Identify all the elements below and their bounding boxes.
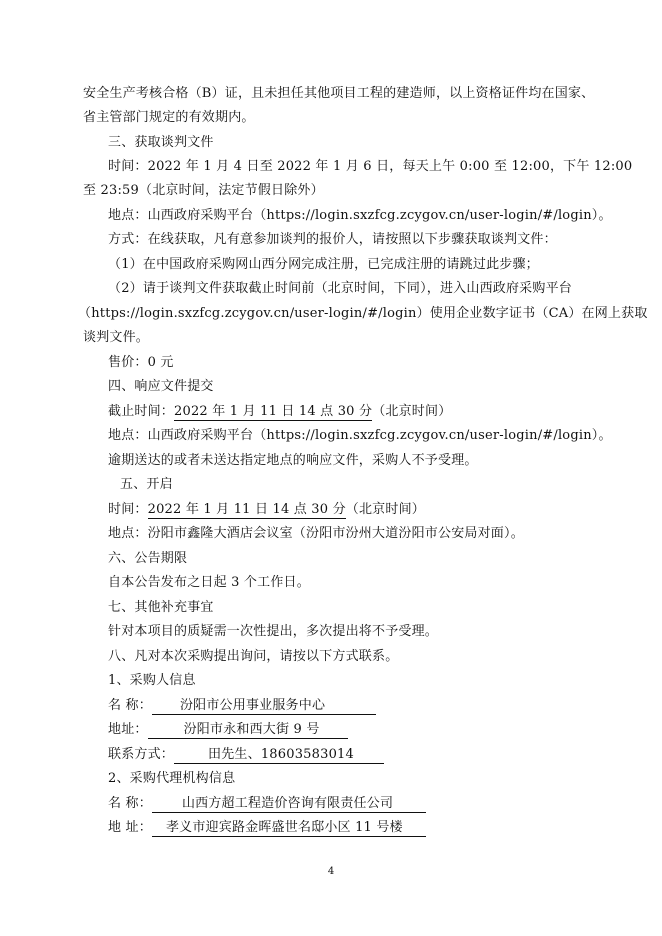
agency-address-value: 孝义市迎宾路金晖盛世名邸小区 11 号楼 (152, 820, 426, 837)
opening-time-label: 时间： (108, 502, 148, 517)
purchaser-name-line (108, 697, 376, 715)
section-heading: 六、公告期限 (108, 551, 188, 566)
deadline-label: 截止时间： (108, 404, 175, 419)
agency-address-label: 地 址： (108, 820, 152, 835)
purchaser-address-label: 地址： (108, 722, 148, 737)
purchaser-address-line (108, 721, 348, 739)
paragraph-line: 方式：在线获取，凡有意参加谈判的报价人，请按照以下步骤获取谈判文件： (108, 232, 557, 247)
opening-time-line (108, 501, 425, 519)
section-heading: 三、获取谈判文件 (108, 135, 214, 150)
paragraph-line: 地点：山西政府采购平台（https://login.sxzfcg.zcygov.cn/user-login/#/login）。 (108, 208, 612, 223)
contact-heading: 1、采购人信息 (108, 673, 196, 688)
paragraph-line: 针对本项目的质疑需一次性提出，多次提出将不予受理。 (108, 624, 439, 639)
paragraph-line: （2）请于谈判文件获取截止时间前（北京时间，下同），进入山西政府采购平台 (108, 281, 572, 296)
paragraph-line: 至 23:59（北京时间，法定节假日除外） (83, 183, 324, 198)
paragraph-line: 时间：2022 年 1 月 4 日至 2022 年 1 月 6 日，每天上午 0:00 至 12:00，下午 12:00 (108, 159, 633, 174)
section-heading: 四、响应文件提交 (108, 379, 214, 394)
agency-address-line (108, 819, 426, 837)
purchaser-name-value: 汾阳市公用事业服务中心 (152, 698, 376, 715)
paragraph-line: 售价：0 元 (108, 355, 174, 370)
paragraph-line: 自本公告发布之日起 3 个工作日。 (108, 575, 310, 590)
purchaser-contact-value: 田先生、18603583014 (174, 747, 384, 764)
paragraph-line: 逾期送达的或者未送达指定地点的响应文件，采购人不予受理。 (108, 453, 478, 468)
section-heading: 五、开启 (120, 477, 173, 492)
agency-name-line (108, 795, 426, 813)
agency-name-label: 名 称： (108, 796, 152, 811)
paragraph-line: 谈判文件。 (83, 330, 150, 345)
paragraph-line: 省主管部门规定的有效期内。 (83, 110, 255, 125)
deadline-note: （北京时间） (372, 404, 452, 419)
purchaser-address-value: 汾阳市永和西大街 9 号 (148, 722, 348, 739)
page-number: 4 (327, 866, 335, 877)
paragraph-line: （1）在中国政府采购网山西分网完成注册，已完成注册的请跳过此步骤； (108, 257, 539, 272)
purchaser-contact-label: 联系方式： (108, 747, 175, 762)
paragraph-line: （https://login.sxzfcg.zcygov.cn/user-login/#/login）使用企业数字证书（CA）在网上获取 (78, 306, 648, 321)
deadline-value: 2022 年 1 月 11 日 14 点 30 分 (174, 404, 373, 419)
opening-time-note: （北京时间） (345, 502, 425, 517)
paragraph-line: 安全生产考核合格（B）证，且未担任其他项目工程的建造师，以上资格证件均在国家、 (83, 86, 595, 101)
purchaser-name-label: 名 称： (108, 698, 152, 713)
paragraph-line: 地点：山西政府采购平台（https://login.sxzfcg.zcygov.cn/user-login/#/login）。 (108, 428, 612, 443)
opening-time-value: 2022 年 1 月 11 日 14 点 30 分 (147, 502, 346, 517)
contact-heading: 2、采购代理机构信息 (108, 771, 236, 786)
purchaser-contact-line (108, 746, 384, 764)
section-heading: 八、凡对本次采购提出询问，请按以下方式联系。 (108, 649, 399, 664)
deadline-line (108, 403, 451, 421)
agency-name-value: 山西方超工程造价咨询有限责任公司 (152, 796, 426, 813)
section-heading: 七、其他补充事宜 (108, 600, 214, 615)
paragraph-line: 地点：汾阳市鑫隆大酒店会议室（汾阳市汾州大道汾阳市公安局对面）。 (108, 526, 524, 541)
